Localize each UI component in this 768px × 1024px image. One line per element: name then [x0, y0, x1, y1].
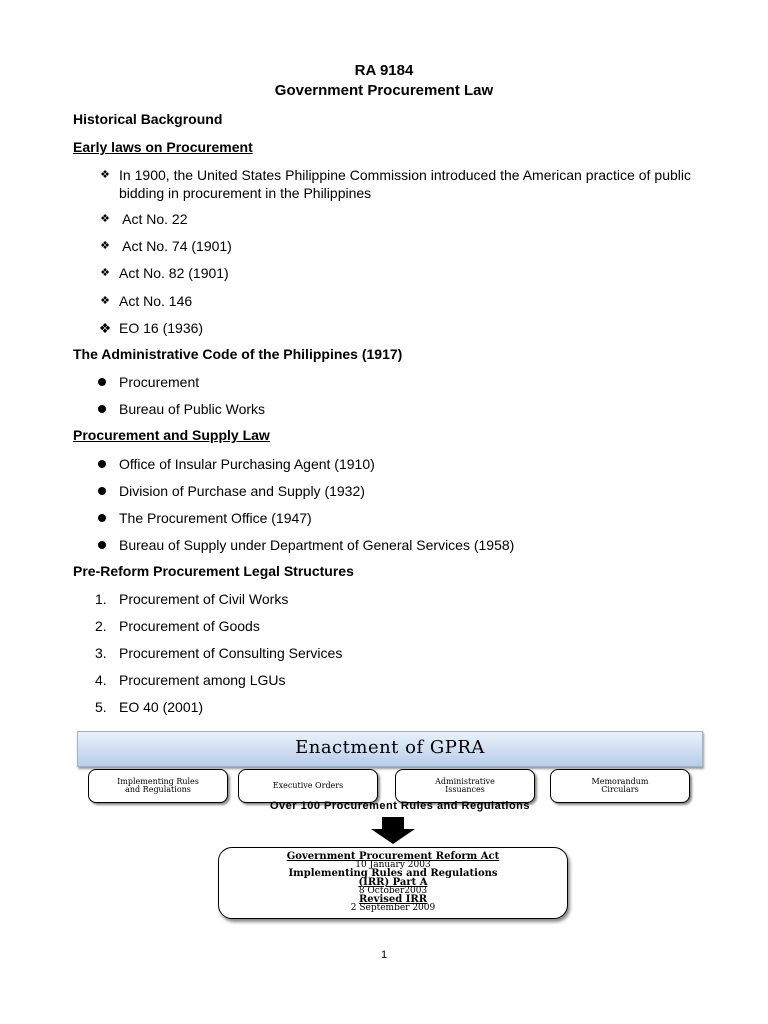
diamond-bullet-icon: ❖ [98, 320, 112, 336]
diamond-bullet-icon: ❖ [100, 169, 110, 181]
diagram-final-box: Government Procurement Reform Act 10 January 2003 Implementing Rules and Regulations (IRR) Part A 8 October2003 Revised IRR 2 September 2009 [218, 847, 568, 919]
page-number: 1 [380, 949, 388, 961]
down-arrow-icon [370, 817, 416, 845]
heading-early-laws: Early laws on Procurement [73, 139, 253, 155]
heading-pre-reform: Pre-Reform Procurement Legal Structures [73, 563, 354, 579]
bullet-dot-icon [98, 460, 106, 468]
bullet-dot-icon [98, 487, 106, 495]
diagram-box-admin-issuances: Administrative Issuances [395, 769, 535, 803]
document-title: RA 9184 [354, 62, 414, 79]
diamond-bullet-icon: ❖ [100, 267, 110, 279]
heading-historical-background: Historical Background [73, 111, 223, 127]
bullet-dot-icon [98, 541, 106, 549]
bullet-dot-icon [98, 514, 106, 522]
diagram-box-executive-orders: Executive Orders [238, 769, 378, 803]
heading-admin-code: The Administrative Code of the Philippines (1917) [73, 346, 403, 362]
document-subtitle: Government Procurement Law [274, 82, 494, 99]
diamond-bullet-icon: ❖ [100, 213, 110, 225]
diamond-bullet-icon: ❖ [100, 240, 110, 252]
diagram-banner: Enactment of GPRA [77, 731, 703, 767]
diamond-bullet-icon: ❖ [100, 295, 110, 307]
diagram-caption: Over 100 Procurement Rules and Regulations [269, 800, 531, 812]
diagram-box-memorandum: Memorandum Circulars [550, 769, 690, 803]
bullet-dot-icon [98, 378, 106, 386]
bullet-dot-icon [98, 405, 106, 413]
diagram-box-irr: Implementing Rules and Regulations [88, 769, 228, 803]
heading-supply-law: Procurement and Supply Law [73, 427, 270, 443]
